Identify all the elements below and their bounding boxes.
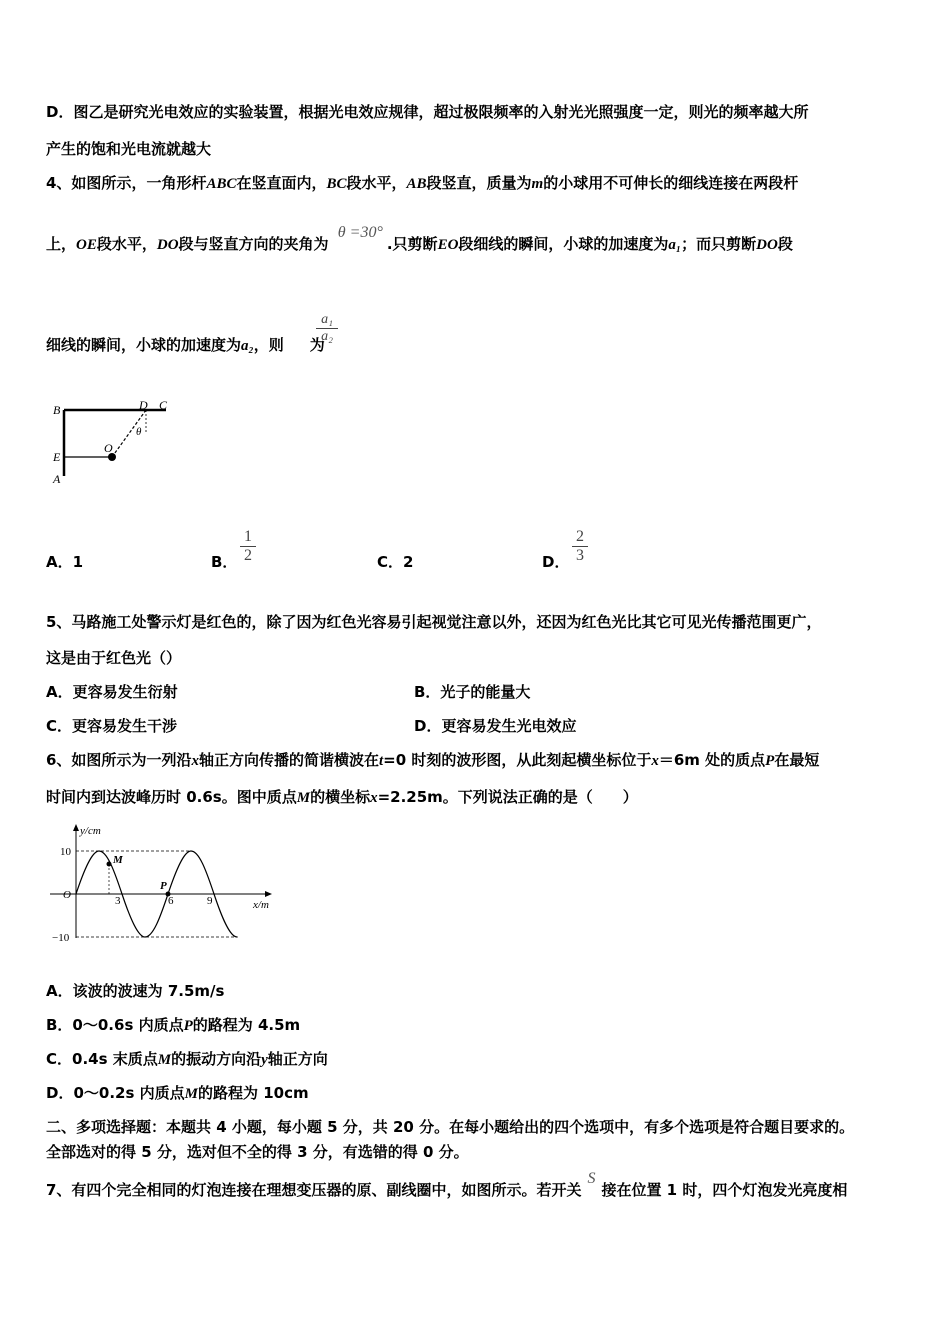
q5-option-c: C．更容易发生干涉 bbox=[46, 717, 178, 735]
label-p: P bbox=[160, 880, 167, 892]
q5-stem-line2: 这是由于红色光（） bbox=[46, 649, 182, 667]
switch-s: S bbox=[587, 1170, 596, 1187]
q3-option-d-line1: D．图乙是研究光电效应的实验装置，根据光电效应规律，超过极限频率的入射光光照强度一定，则光的频率越大所 bbox=[46, 103, 809, 121]
q4-stem-line3: 细线的瞬间，小球的加速度为a₂，则 为 bbox=[46, 336, 325, 354]
q4-option-b-fraction: $\frac{1}{2}$ bbox=[240, 528, 256, 565]
q4-stem-line1: 4、如图所示，一角形杆ABC在竖直面内，BC段水平，AB段竖直，质量为m的小球用不可伸长的细线连接在两段杆 bbox=[46, 174, 799, 192]
section2-heading-line1: 二、多项选择题：本题共 4 小题，每小题 5 分，共 20 分。在每小题给出的四个选项中，有多个选项是符合题目要求的。 bbox=[46, 1118, 855, 1136]
q5-option-b: B．光子的能量大 bbox=[414, 683, 531, 701]
q4-option-c: C．2 bbox=[377, 553, 414, 571]
q6-option-a: A．该波的波速为 7.5m/s bbox=[46, 982, 225, 1000]
x-axis-label: x/m bbox=[253, 899, 269, 911]
q4-option-b: B． bbox=[211, 553, 238, 571]
x-tick-6: 6 bbox=[168, 895, 174, 907]
q5-stem-line1: 5、马路施工处警示灯是红色的，除了因为红色光容易引起视觉注意以外，还因为红色光比其它可见光传播范围更广， bbox=[46, 613, 822, 631]
label-m: M bbox=[113, 854, 123, 866]
q5-option-d: D．更容易发生光电效应 bbox=[414, 717, 577, 735]
angle-rod-figure bbox=[48, 398, 178, 490]
q6-option-d: D．0～0.2s 内质点M的路程为 10cm bbox=[46, 1084, 309, 1102]
y-axis-label: y/cm bbox=[80, 825, 101, 837]
q6-option-c: C．0.4s 末质点M的振动方向沿y轴正方向 bbox=[46, 1050, 328, 1068]
point-m bbox=[107, 862, 112, 867]
fig-label-a: A bbox=[53, 472, 61, 486]
theta-expression: θ =30° bbox=[337, 224, 383, 241]
ratio-fraction: $\frac{\text{a₁}}{\text{a₂}}$ bbox=[316, 312, 338, 345]
y-tick-neg10: −10 bbox=[52, 932, 70, 944]
origin-label: O bbox=[63, 889, 71, 901]
q7-stem-line1: 7、有四个完全相同的灯泡连接在理想变压器的原、副线圈中，如图所示。若开关S接在位置 1 时，四个灯泡发光亮度相 bbox=[46, 1170, 848, 1199]
q3-option-d-line2: 产生的饱和光电流就越大 bbox=[46, 140, 212, 158]
q6-option-b: B．0～0.6s 内质点P的路程为 4.5m bbox=[46, 1016, 301, 1034]
section2-heading-line2: 全部选对的得 5 分，选对但不全的得 3 分，有选错的得 0 分。 bbox=[46, 1143, 469, 1161]
fig-label-e: E bbox=[53, 450, 61, 464]
x-tick-9: 9 bbox=[207, 895, 213, 907]
q4-stem-line2: 上，OE段水平，DO段与竖直方向的夹角为 θ =30°.只剪断EO段细线的瞬间，小球的加速度为a₁；而只剪断DO段 bbox=[46, 224, 793, 253]
q5-option-a: A．更容易发生衍射 bbox=[46, 683, 178, 701]
fig-label-theta: θ bbox=[136, 426, 142, 438]
y-tick-10: 10 bbox=[60, 846, 71, 858]
q4-option-d: D． bbox=[542, 553, 570, 571]
q6-stem-line2: 时间内到达波峰历时 0.6s。图中质点M的横坐标x=2.25m。下列说法正确的是（ ） bbox=[46, 788, 638, 806]
x-tick-3: 3 bbox=[115, 895, 121, 907]
fig-label-d: D bbox=[139, 398, 148, 412]
fig-label-c: C bbox=[159, 398, 168, 412]
q4-option-d-fraction: $\frac{2}{3}$ bbox=[572, 528, 588, 565]
q6-stem-line1: 6、如图所示为一列沿x轴正方向传播的简谐横波在t=0 时刻的波形图，从此刻起横坐标位于x＝6m 处的质点P在最短 bbox=[46, 751, 820, 769]
wave-graph bbox=[46, 820, 278, 944]
fig-label-o: O bbox=[104, 441, 113, 455]
fig-label-b: B bbox=[53, 403, 61, 417]
q4-option-a: A．1 bbox=[46, 553, 84, 571]
